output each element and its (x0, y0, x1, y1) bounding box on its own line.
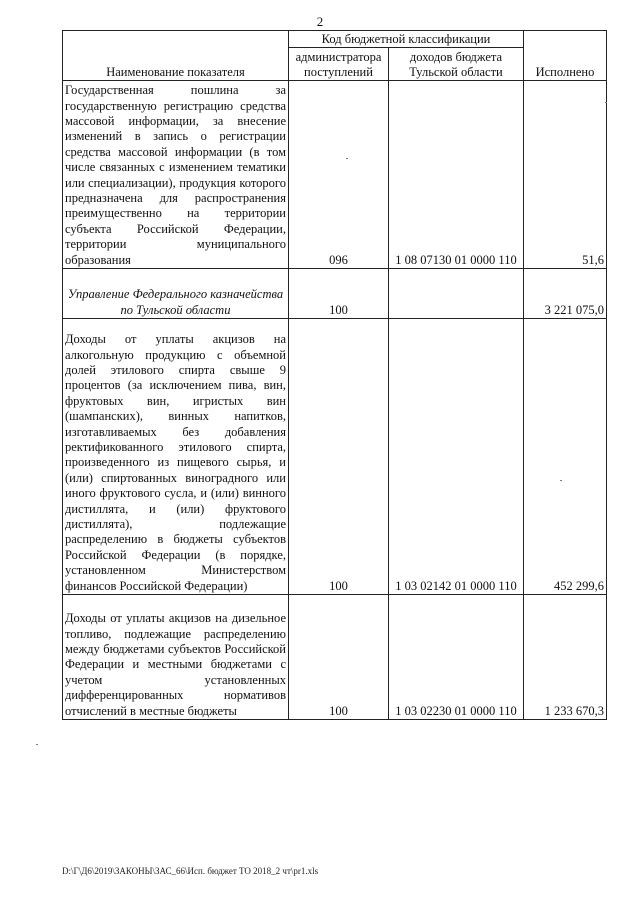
row-name: Управление Федерального казначейства по Тульской области (63, 269, 289, 319)
row-revenue-code (389, 269, 524, 319)
header-admin: администратора поступлений (289, 48, 389, 81)
table-row (63, 595, 607, 720)
row-name: Доходы от уплаты акцизов на дизельное топливо, подлежащие распределению между бюджетами субъектов Российской Федерации и местными бюджетами с учетом установленных дифференцированных нормативов отчислений в местные бюджеты (63, 595, 289, 720)
row-amount: 51,6 (524, 81, 607, 269)
scan-speck (346, 158, 348, 159)
header-revenue: доходов бюджета Тульской области (389, 48, 524, 81)
row-revenue-code: 1 08 07130 01 0000 110 (389, 81, 524, 269)
table-row (63, 319, 607, 595)
file-path-footer: D:\Г\Д6\2019\ЗАКОНЫ\ЗАС_66\Исп. бюджет ТО 2018_2 чт\pr1.xls (62, 866, 319, 876)
row-name: Государственная пошлина за государственную регистрацию средства массовой информации, за внесение изменений в запись о регистрации средства массовой информации (в том числе связанных с изменением тематики или специализации), продукция которого предназначена для распространения преимущественно на территории субъекта Российской Федерации, территории муниципального образования (63, 81, 289, 269)
page-number: 2 (316, 14, 324, 29)
row-name: Доходы от уплаты акцизов на алкогольную продукцию с объемной долей этилового спирта свыше 9 процентов (за исключением пива, вин, фруктовых вин, игристых вин (шампанских), винных напитков, изготавливаемых без добавления ректификованного этилового спирта, произведенного из пищевого сырья, и (или) спиртованных виноградного или иного фруктового сусла, и (или) винного дистиллята, и (или) фруктового дистиллята), подлежащие распределению в бюджеты субъектов Российской Федерации (в порядке, установленном Министерством финансов Российской Федерации) (63, 319, 289, 595)
header-code-group: Код бюджетной классификации (289, 31, 524, 48)
row-revenue-code: 1 03 02230 01 0000 110 (389, 595, 524, 720)
header-name: Наименование показателя (63, 31, 289, 81)
scan-speck (36, 744, 38, 745)
row-amount: 3 221 075,0 (524, 269, 607, 319)
row-admin-code: 096 (289, 81, 389, 269)
row-admin-code: 100 (289, 319, 389, 595)
row-amount: 1 233 670,3 (524, 595, 607, 720)
row-admin-code: 100 (289, 595, 389, 720)
table-row (63, 269, 607, 319)
table-row (63, 81, 607, 269)
row-amount: 452 299,6 (524, 319, 607, 595)
row-revenue-code: 1 03 02142 01 0000 110 (389, 319, 524, 595)
scan-speck (560, 480, 562, 481)
budget-table (62, 30, 607, 720)
scan-speck (605, 102, 607, 103)
row-admin-code: 100 (289, 269, 389, 319)
header-executed: Исполнено (524, 31, 607, 81)
